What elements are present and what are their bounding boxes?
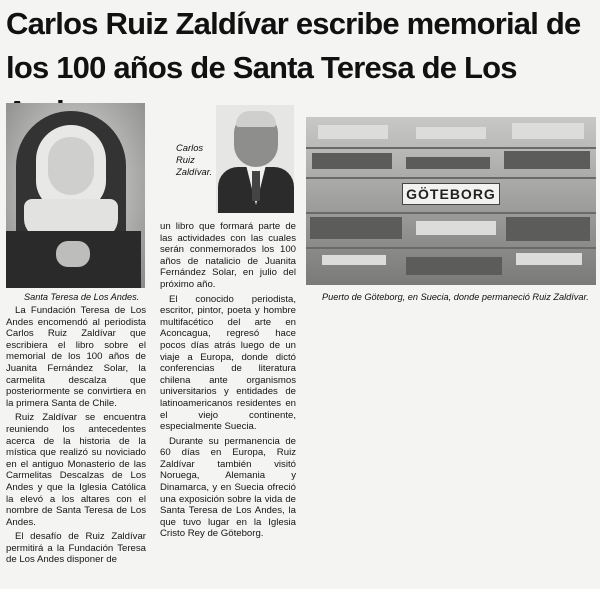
goteborg-harbor-photo bbox=[306, 117, 596, 285]
paragraph: Durante su permanencia de 60 días en Europa, Ruiz Zaldívar también visitó Noruega, Alemania y Dinamarca, y en Suecia ofreció una exposición sobre la vida de Santa Teresa de Los Andes, la que tuvo lugar en la Iglesia Cristo Rey de Göteborg. bbox=[160, 435, 296, 540]
paragraph: El conocido periodista, escritor, pintor, poeta y hombre multifacético del arte en Aconcagua, regresó hace pocos días atrás luego de un viaje a Europa, donde dictó conferencias de literatura chilena ante organismos universitarios y entidades de latinoamericanos residentes en el viejo continente, especialmente Suecia. bbox=[160, 293, 296, 433]
goteborg-sign: GÖTEBORG bbox=[402, 183, 500, 205]
article-column-2 bbox=[160, 221, 296, 543]
santa-teresa-photo bbox=[6, 103, 145, 288]
headline-line-1: Carlos Ruiz Zaldívar escribe memorial de bbox=[6, 6, 581, 41]
paragraph: Ruiz Zaldívar se encuentra reuniendo los antecedentes acerca de la historia de la mística que realizó su noviciado en el antiguo Monasterio de las Carmelitas Descalzas de Los Andes y que la Iglesia Católica la elevó a los altares con el nombre de Santa Teresa de Los Andes. bbox=[6, 412, 146, 528]
ruiz-zaldivar-portrait bbox=[216, 105, 294, 213]
headline-line-2: los 100 años de Santa Teresa de Los bbox=[6, 50, 517, 85]
harbor-caption: Puerto de Göteborg, en Suecia, donde permaneció Ruiz Zaldívar. bbox=[322, 292, 589, 302]
paragraph: La Fundación Teresa de Los Andes encomendó al periodista Carlos Ruiz Zaldívar que escribiera el libro sobre el memorial de los 100 años de Juanita Fernández Solar, la carmelita descalza que posteriormente se convirtiera en la primera Santa de Chile. bbox=[6, 305, 146, 409]
paragraph: El desafío de Ruiz Zaldívar permitirá a la Fundación Teresa de Los Andes disponer de bbox=[6, 531, 146, 566]
santa-teresa-caption: Santa Teresa de Los Andes. bbox=[24, 292, 140, 302]
article-column-1 bbox=[6, 305, 146, 569]
paragraph-continuation: un libro que formará parte de las actividades con las cuales serán conmemorados los 100 años de natalicio de Juanita Fernández Solar, en julio del próximo año. bbox=[160, 221, 296, 290]
portrait-caption: Carlos Ruiz Zaldívar. bbox=[176, 142, 213, 177]
